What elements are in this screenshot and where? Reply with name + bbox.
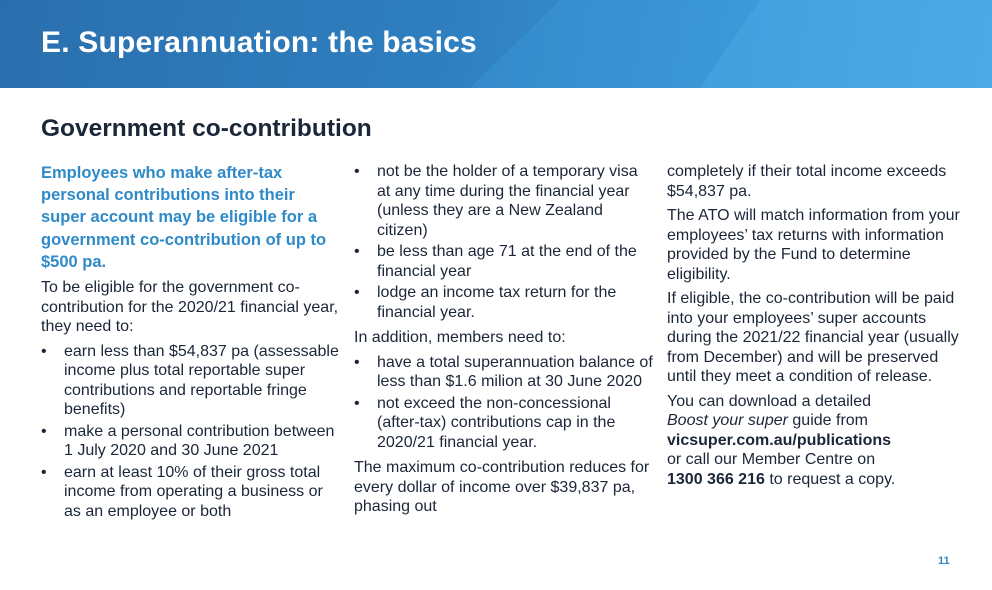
list-item: • earn at least 10% of their gross total income from operating a business or as an employee or both [41,463,323,520]
page-number: 11 [938,555,950,567]
bullet: • [354,163,360,180]
guide-name: Boost your super [667,412,788,429]
download-text: You can download a detailed Boost your super guide from vicsuper.com.au/publications or call our Member Centre on 1300 366 216 to request a copy. [667,392,896,488]
eligibility-list-1 [41,342,341,522]
column-2 [354,162,654,522]
eligibility-list-2 [354,162,654,322]
eligible-text: If eligible, the co-contribution will be paid into your employees’ super accounts during the 2021/22 financial year (usually from December) and will be preserved until they meet a condition of release. [667,290,959,385]
header-banner [0,0,992,88]
list-item: • not exceed the non-concessional (after-tax) contributions cap in the 2020/21 financial year. [354,394,616,451]
max-contribution-text: The maximum co-contribution reduces for every dollar of income over $39,837 pa, phasing out [354,459,650,515]
eligibility-intro: To be eligible for the government co-contribution for the 2020/21 financial year, they need to: [41,279,339,336]
list-item: • have a total superannuation balance of less than $1.6 milion at 30 June 2020 [354,353,653,390]
page-header-title: E. Superannuation: the basics [41,26,477,59]
ato-text: The ATO will match information from your employees’ tax returns with information provided by the Fund to determine eligibility. [667,207,960,283]
list-item: • lodge an income tax return for the financial year. [354,284,617,321]
bullet: • [41,422,47,440]
bullet: • [354,394,360,412]
list-item: • be less than age 71 at the end of the financial year [354,243,637,280]
column-3 [667,162,967,494]
column-1 [41,162,341,527]
list-item: • earn less than $54,837 pa (assessable income plus total reportable super contributions and reportable fringe benefits) [41,342,339,419]
list-item: • not be the holder of a temporary visa at any time during the financial year (unless they are a New Zealand citizen) [354,163,638,239]
bullet: • [354,353,360,371]
phase-out-text: completely if their total income exceeds $54,837 pa. [667,163,947,200]
bullet: • [41,342,47,360]
addition-intro: In addition, members need to: [354,329,566,346]
lead-paragraph: Employees who make after-tax personal contributions into their super account may be eligible for a government co-contribution of up to $500 pa. [41,164,327,271]
bullet: • [354,243,360,260]
member-centre-phone[interactable]: 1300 366 216 [667,470,765,488]
list-item: • make a personal contribution between 1 July 2020 and 30 June 2021 [41,422,335,460]
additional-requirements-list [354,353,654,453]
bullet: • [354,284,360,301]
bullet: • [41,463,47,481]
section-title: Government co-contribution [41,115,372,142]
publications-link[interactable]: vicsuper.com.au/publications [667,431,892,449]
